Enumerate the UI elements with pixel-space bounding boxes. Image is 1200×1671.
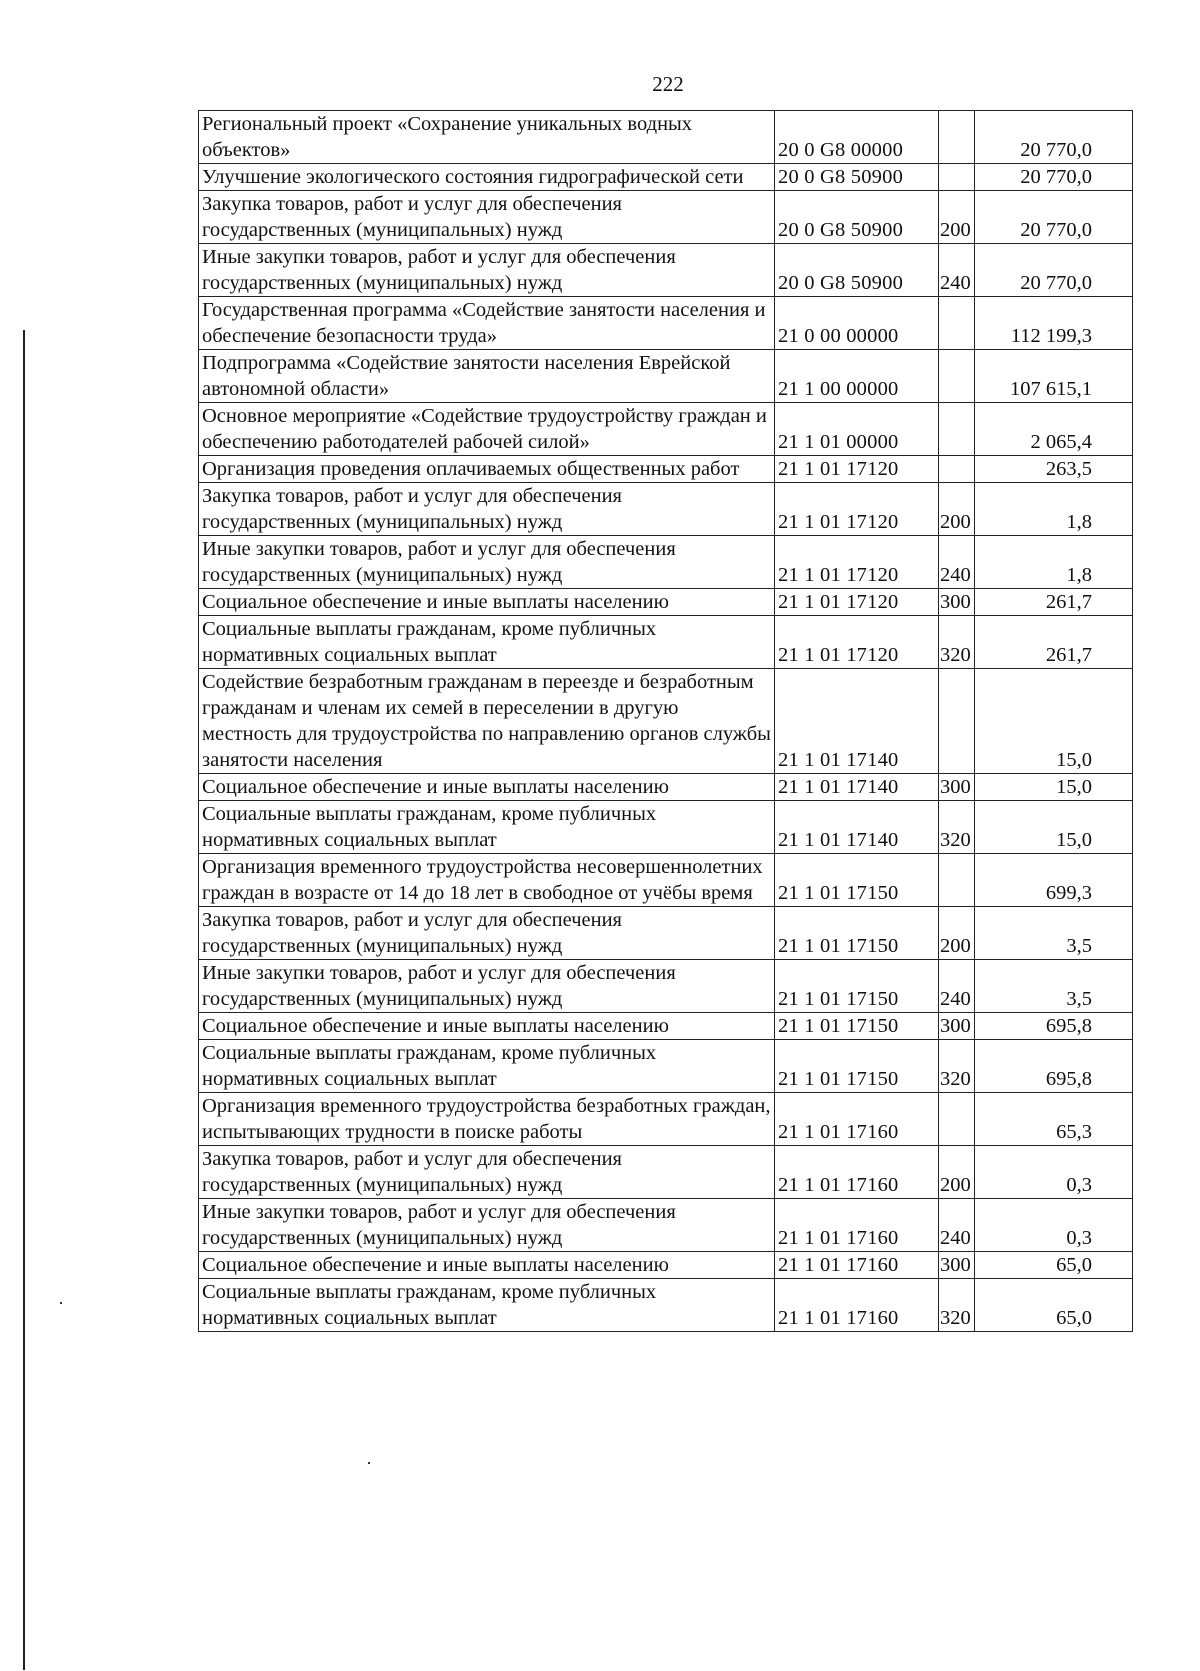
row-name-cell: Организация временного трудоустройства несовершеннолетних граждан в возрасте от 14 до 18 лет в свободное от учёбы время bbox=[199, 854, 775, 907]
row-expense-type-cell: 240 bbox=[939, 1199, 975, 1252]
row-expense-type-cell bbox=[939, 456, 975, 483]
row-name-cell: Социальное обеспечение и иные выплаты населению bbox=[199, 774, 775, 801]
row-amount-cell: 699,3 bbox=[975, 854, 1133, 907]
table-row bbox=[199, 244, 1133, 297]
row-amount-cell: 112 199,3 bbox=[975, 297, 1133, 350]
table-row bbox=[199, 854, 1133, 907]
row-code-cell: 21 1 01 17160 bbox=[775, 1199, 939, 1252]
row-amount-cell: 15,0 bbox=[975, 801, 1133, 854]
row-expense-type-cell: 200 bbox=[939, 1146, 975, 1199]
row-name-cell: Улучшение экологического состояния гидрографической сети bbox=[199, 164, 775, 191]
page-number: 222 bbox=[652, 72, 684, 96]
row-expense-type-cell: 200 bbox=[939, 483, 975, 536]
row-code-cell: 21 1 01 17150 bbox=[775, 907, 939, 960]
table-row bbox=[199, 1279, 1133, 1332]
row-expense-type-cell bbox=[939, 403, 975, 456]
row-amount-cell: 261,7 bbox=[975, 616, 1133, 669]
row-name-cell: Закупка товаров, работ и услуг для обеспечения государственных (муниципальных) нужд bbox=[199, 1146, 775, 1199]
row-amount-cell: 15,0 bbox=[975, 669, 1133, 774]
row-amount-cell: 15,0 bbox=[975, 774, 1133, 801]
row-expense-type-cell bbox=[939, 164, 975, 191]
row-name-cell: Содействие безработным гражданам в переезде и безработным гражданам и членам их семей в переселении в другую местность для трудоустройства по направлению органов службы занятости населения bbox=[199, 669, 775, 774]
row-expense-type-cell bbox=[939, 854, 975, 907]
row-expense-type-cell: 240 bbox=[939, 536, 975, 589]
scan-speck bbox=[60, 1302, 62, 1304]
table-row bbox=[199, 1199, 1133, 1252]
row-amount-cell: 0,3 bbox=[975, 1199, 1133, 1252]
row-name-cell: Иные закупки товаров, работ и услуг для обеспечения государственных (муниципальных) нужд bbox=[199, 244, 775, 297]
row-name-cell: Основное мероприятие «Содействие трудоустройству граждан и обеспечению работодателей рабочей силой» bbox=[199, 403, 775, 456]
table-row bbox=[199, 907, 1133, 960]
row-name-cell: Социальное обеспечение и иные выплаты населению bbox=[199, 589, 775, 616]
scan-edge-line bbox=[23, 330, 25, 1670]
row-expense-type-cell: 300 bbox=[939, 1013, 975, 1040]
row-name-cell: Социальные выплаты гражданам, кроме публичных нормативных социальных выплат bbox=[199, 616, 775, 669]
row-code-cell: 21 1 01 17150 bbox=[775, 1040, 939, 1093]
row-code-cell: 21 1 01 17160 bbox=[775, 1252, 939, 1279]
row-amount-cell: 695,8 bbox=[975, 1040, 1133, 1093]
table-row bbox=[199, 616, 1133, 669]
table-row bbox=[199, 1013, 1133, 1040]
row-code-cell: 20 0 G8 00000 bbox=[775, 111, 939, 164]
row-name-cell: Государственная программа «Содействие занятости населения и обеспечение безопасности труда» bbox=[199, 297, 775, 350]
table-row bbox=[199, 536, 1133, 589]
row-code-cell: 21 1 01 17120 bbox=[775, 483, 939, 536]
row-code-cell: 21 1 01 17150 bbox=[775, 960, 939, 1013]
row-amount-cell: 695,8 bbox=[975, 1013, 1133, 1040]
row-name-cell: Организация проведения оплачиваемых общественных работ bbox=[199, 456, 775, 483]
row-amount-cell: 20 770,0 bbox=[975, 164, 1133, 191]
row-amount-cell: 1,8 bbox=[975, 536, 1133, 589]
row-expense-type-cell: 320 bbox=[939, 801, 975, 854]
row-expense-type-cell bbox=[939, 111, 975, 164]
row-amount-cell: 3,5 bbox=[975, 960, 1133, 1013]
row-code-cell: 21 1 01 17120 bbox=[775, 589, 939, 616]
table-row bbox=[199, 774, 1133, 801]
table-row bbox=[199, 483, 1133, 536]
row-code-cell: 21 1 01 17140 bbox=[775, 801, 939, 854]
row-expense-type-cell bbox=[939, 669, 975, 774]
row-code-cell: 21 1 01 17120 bbox=[775, 616, 939, 669]
row-name-cell: Социальные выплаты гражданам, кроме публичных нормативных социальных выплат bbox=[199, 1279, 775, 1332]
row-code-cell: 20 0 G8 50900 bbox=[775, 164, 939, 191]
row-code-cell: 21 1 01 17160 bbox=[775, 1146, 939, 1199]
row-code-cell: 21 1 01 00000 bbox=[775, 403, 939, 456]
row-code-cell: 20 0 G8 50900 bbox=[775, 191, 939, 244]
table-row bbox=[199, 1093, 1133, 1146]
row-name-cell: Социальное обеспечение и иные выплаты населению bbox=[199, 1013, 775, 1040]
row-expense-type-cell: 200 bbox=[939, 191, 975, 244]
row-amount-cell: 0,3 bbox=[975, 1146, 1133, 1199]
row-amount-cell: 65,0 bbox=[975, 1252, 1133, 1279]
row-code-cell: 21 1 01 17160 bbox=[775, 1279, 939, 1332]
table-row bbox=[199, 164, 1133, 191]
row-name-cell: Иные закупки товаров, работ и услуг для обеспечения государственных (муниципальных) нужд bbox=[199, 536, 775, 589]
table-row bbox=[199, 589, 1133, 616]
row-name-cell: Подпрограмма «Содействие занятости населения Еврейской автономной области» bbox=[199, 350, 775, 403]
row-code-cell: 21 1 01 17140 bbox=[775, 774, 939, 801]
table-row bbox=[199, 191, 1133, 244]
table-row bbox=[199, 1040, 1133, 1093]
row-amount-cell: 2 065,4 bbox=[975, 403, 1133, 456]
row-amount-cell: 20 770,0 bbox=[975, 191, 1133, 244]
row-code-cell: 21 1 01 17140 bbox=[775, 669, 939, 774]
row-name-cell: Закупка товаров, работ и услуг для обеспечения государственных (муниципальных) нужд bbox=[199, 191, 775, 244]
row-name-cell: Региональный проект «Сохранение уникальных водных объектов» bbox=[199, 111, 775, 164]
row-amount-cell: 65,3 bbox=[975, 1093, 1133, 1146]
table-row bbox=[199, 801, 1133, 854]
row-code-cell: 21 1 00 00000 bbox=[775, 350, 939, 403]
table-row bbox=[199, 350, 1133, 403]
row-code-cell: 20 0 G8 50900 bbox=[775, 244, 939, 297]
scan-speck bbox=[368, 1462, 370, 1464]
row-name-cell: Социальные выплаты гражданам, кроме публичных нормативных социальных выплат bbox=[199, 801, 775, 854]
row-code-cell: 21 0 00 00000 bbox=[775, 297, 939, 350]
row-amount-cell: 261,7 bbox=[975, 589, 1133, 616]
row-expense-type-cell bbox=[939, 297, 975, 350]
row-expense-type-cell bbox=[939, 1093, 975, 1146]
row-amount-cell: 263,5 bbox=[975, 456, 1133, 483]
table-row bbox=[199, 1252, 1133, 1279]
table-row bbox=[199, 669, 1133, 774]
budget-table-body bbox=[199, 111, 1133, 1332]
table-row bbox=[199, 456, 1133, 483]
row-amount-cell: 3,5 bbox=[975, 907, 1133, 960]
row-code-cell: 21 1 01 17120 bbox=[775, 456, 939, 483]
row-expense-type-cell: 240 bbox=[939, 244, 975, 297]
row-expense-type-cell: 300 bbox=[939, 1252, 975, 1279]
row-name-cell: Иные закупки товаров, работ и услуг для обеспечения государственных (муниципальных) нужд bbox=[199, 960, 775, 1013]
row-code-cell: 21 1 01 17150 bbox=[775, 854, 939, 907]
row-expense-type-cell: 300 bbox=[939, 589, 975, 616]
table-row bbox=[199, 111, 1133, 164]
row-code-cell: 21 1 01 17120 bbox=[775, 536, 939, 589]
row-name-cell: Организация временного трудоустройства безработных граждан, испытывающих трудности в поиске работы bbox=[199, 1093, 775, 1146]
row-expense-type-cell bbox=[939, 350, 975, 403]
row-name-cell: Социальные выплаты гражданам, кроме публичных нормативных социальных выплат bbox=[199, 1040, 775, 1093]
table-row bbox=[199, 403, 1133, 456]
row-name-cell: Закупка товаров, работ и услуг для обеспечения государственных (муниципальных) нужд bbox=[199, 483, 775, 536]
row-amount-cell: 107 615,1 bbox=[975, 350, 1133, 403]
row-expense-type-cell: 320 bbox=[939, 1040, 975, 1093]
table-row bbox=[199, 297, 1133, 350]
row-expense-type-cell: 200 bbox=[939, 907, 975, 960]
row-code-cell: 21 1 01 17150 bbox=[775, 1013, 939, 1040]
row-expense-type-cell: 320 bbox=[939, 1279, 975, 1332]
row-name-cell: Социальное обеспечение и иные выплаты населению bbox=[199, 1252, 775, 1279]
row-name-cell: Закупка товаров, работ и услуг для обеспечения государственных (муниципальных) нужд bbox=[199, 907, 775, 960]
row-expense-type-cell: 240 bbox=[939, 960, 975, 1013]
row-expense-type-cell: 320 bbox=[939, 616, 975, 669]
table-row bbox=[199, 1146, 1133, 1199]
row-amount-cell: 20 770,0 bbox=[975, 111, 1133, 164]
budget-table bbox=[198, 110, 1133, 1332]
row-name-cell: Иные закупки товаров, работ и услуг для обеспечения государственных (муниципальных) нужд bbox=[199, 1199, 775, 1252]
row-amount-cell: 65,0 bbox=[975, 1279, 1133, 1332]
row-code-cell: 21 1 01 17160 bbox=[775, 1093, 939, 1146]
table-row bbox=[199, 960, 1133, 1013]
row-expense-type-cell: 300 bbox=[939, 774, 975, 801]
row-amount-cell: 20 770,0 bbox=[975, 244, 1133, 297]
row-amount-cell: 1,8 bbox=[975, 483, 1133, 536]
